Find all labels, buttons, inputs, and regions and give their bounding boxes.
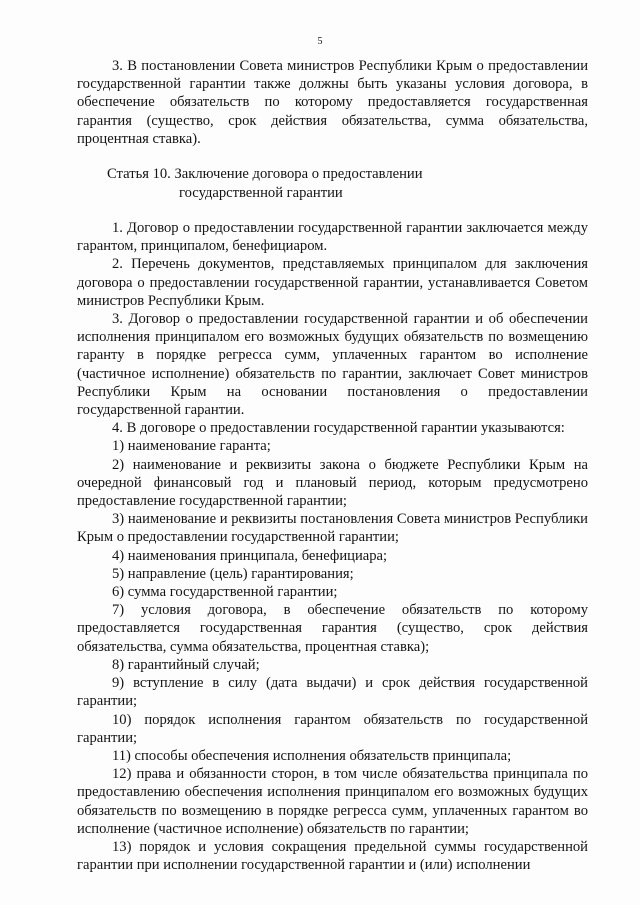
paragraph-item-1: 1. Договор о предоставлении государственной гарантии заключается между гарантом, принципалом, бенефициаром. [77, 220, 588, 255]
list-item-3: 3) наименование и реквизиты постановления Совета министров Республики Крым о предоставлении государственной гарантии; [77, 511, 588, 546]
list-item-4: 4) наименования принципала, бенефициара; [112, 547, 388, 564]
paragraph-article9-item3: 3. В постановлении Совета министров Республики Крым о предоставлении государственной гарантии также должны быть указаны условия договора, в обеспечение обязательств по которому предоставляется государственная гарантия (существо, срок действия обязательства, сумма обязательства, процентная ставка). [77, 58, 588, 147]
list-item-10: 10) порядок исполнения гарантом обязательств по государственной гарантии; [77, 711, 588, 746]
list-item-7: 7) условия договора, в обеспечение обязательств по которому предоставляется государственная гарантия (существо, срок действия обязательства, сумма обязательства, процентная ставка); [77, 602, 588, 655]
document-body [77, 57, 588, 874]
list-item-2: 2) наименование и реквизиты закона о бюджете Республики Крым на очередной финансовый год и плановый период, которым предусмотрено предоставление государственной гарантии; [77, 456, 588, 510]
paragraph-item-2: 2. Перечень документов, представляемых принципалом для заключения договора о предоставлении государственной гарантии, устанавливается Советом министров Республики Крым. [77, 256, 588, 309]
article-title-line-1: Статья 10. Заключение договора о предоставлении [107, 166, 423, 183]
list-item-5: 5) направление (цель) гарантирования; [112, 565, 354, 582]
list-item-12: 12) права и обязанности сторон, в том числе обязательства принципала по предоставлению обеспечения исполнения принципалом его возможных будущих обязательств по возмещению в порядке регресса сумм, уплаченных гарантом во исполнение (частичное исполнение) обязательств по гарантии; [77, 766, 588, 837]
list-item-9: 9) вступление в силу (дата выдачи) и срок действия государственной гарантии; [77, 675, 588, 710]
list-item-8: 8) гарантийный случай; [112, 656, 260, 673]
article-heading [77, 165, 588, 203]
list-item-6: 6) сумма государственной гарантии; [112, 584, 338, 601]
article-title-line-2: государственной гарантии [179, 185, 343, 202]
page-number: 5 [317, 36, 323, 47]
list-item-11: 11) способы обеспечения исполнения обязательств принципала; [112, 747, 512, 764]
list-item-1: 1) наименование гаранта; [112, 438, 271, 455]
paragraph-item-3: 3. Договор о предоставлении государственной гарантии и об обеспечении исполнения принципалом его возможных будущих обязательств по возмещению гаранту в порядке регресса сумм, уплаченных гарантом во исполнение (частичное исполнение) обязательств по гарантии, заключает Совет министров Республики Крым на основании постановления о предоставлении государственной гарантии. [77, 311, 588, 419]
list-item-13: 13) порядок и условия сокращения предельной суммы государственной гарантии при исполнении государственной гарантии и (или) исполнении [77, 838, 588, 874]
paragraph-item-4: 4. В договоре о предоставлении государственной гарантии указываются: [112, 420, 565, 437]
